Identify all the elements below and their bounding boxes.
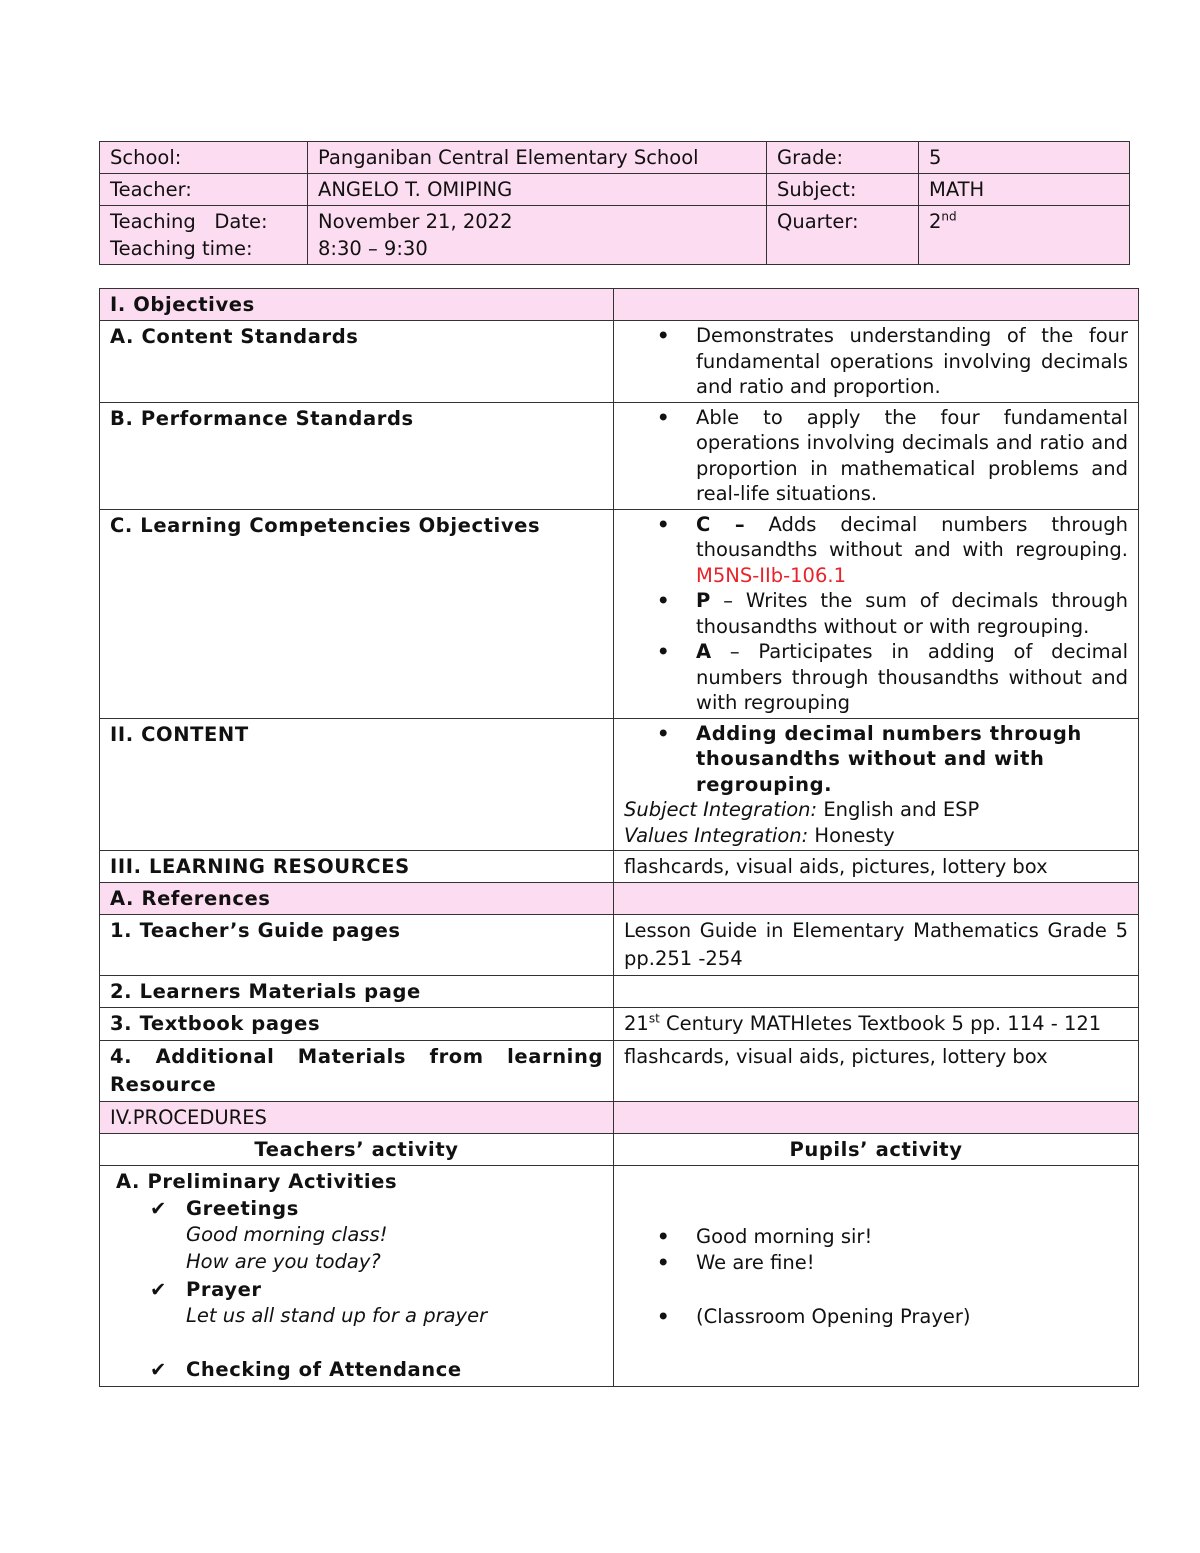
competency-p-text: – Writes the sum of decimals through thousandths without or with regrouping. — [696, 589, 1128, 638]
pupil-response-3: • (Classroom Opening Prayer) — [624, 1304, 1128, 1330]
check-icon: ✔ — [150, 1358, 167, 1381]
textbook-edition-suffix: st — [648, 1011, 660, 1026]
competency-c — [624, 512, 1128, 589]
pupil-response-2: • We are fine! — [624, 1250, 1128, 1276]
attendance-item — [110, 1356, 603, 1384]
lesson-header-table — [99, 141, 1130, 265]
subject-integration-label: Subject Integration: — [624, 798, 818, 821]
teachers-guide-label: 1. Teacher’s Guide pages — [100, 915, 614, 976]
textbook-title: Century MATHletes Textbook 5 pp. 114 - 121 — [659, 1012, 1102, 1035]
competency-p-letter: P — [696, 589, 711, 612]
quarter-number: 2 — [929, 210, 942, 233]
competency-a-text: – Participates in adding of decimal numbers through thousandths without and with regrouping — [696, 640, 1128, 714]
school-value: Panganiban Central Elementary School — [308, 142, 767, 174]
greet-line-2: How are you today? — [186, 1250, 381, 1273]
competency-c-letter: C – — [696, 512, 745, 536]
procedures-label: IV.PROCEDURES — [100, 1102, 614, 1134]
pupils-activity-header: Pupils’ activity — [614, 1134, 1139, 1166]
textbook-value — [614, 1008, 1139, 1041]
greet-line-1: Good morning class! — [186, 1223, 388, 1246]
learning-resources-label: III. LEARNING RESOURCES — [100, 851, 614, 883]
subject-integration — [624, 797, 1128, 823]
date-time-labels — [100, 206, 308, 265]
grade-label: Grade: — [767, 142, 919, 174]
quarter-suffix: nd — [941, 209, 957, 224]
objectives-title: I. Objectives — [100, 289, 614, 321]
quarter-label: Quarter: — [767, 206, 919, 265]
content-topic: • Adding decimal numbers through thousandths without and with regrouping. — [624, 721, 1128, 798]
time-value: 8:30 – 9:30 — [318, 237, 428, 260]
subject-value: MATH — [919, 174, 1130, 206]
learners-materials-label: 2. Learners Materials page — [100, 976, 614, 1008]
pupil-response-1: • Good morning sir! — [624, 1224, 1128, 1250]
subject-label: Subject: — [767, 174, 919, 206]
teachers-activity — [100, 1166, 614, 1387]
textbook-label: 3. Textbook pages — [100, 1008, 614, 1041]
preliminary-activities: A. Preliminary Activities — [116, 1170, 398, 1193]
competency-a-letter: A — [696, 640, 712, 663]
competency-p — [624, 588, 1128, 639]
lesson-plan-table — [99, 288, 1139, 1387]
textbook-edition-number: 21 — [624, 1012, 649, 1035]
date-label: Teaching Date: — [110, 210, 268, 233]
performance-standards-label: B. Performance Standards — [100, 402, 614, 509]
teachers-guide-value: Lesson Guide in Elementary Mathematics Grade 5 pp.251 -254 — [614, 915, 1139, 976]
check-icon: ✔ — [150, 1197, 167, 1220]
teachers-activity-header: Teachers’ activity — [100, 1134, 614, 1166]
grade-value: 5 — [919, 142, 1130, 174]
values-integration-value: Honesty — [814, 823, 895, 847]
competency-code: M5NS-IIb-106.1 — [696, 563, 846, 587]
greetings-item — [110, 1195, 603, 1223]
pupils-activity — [614, 1166, 1139, 1387]
prayer-label: Prayer — [186, 1278, 262, 1301]
check-icon: ✔ — [150, 1278, 167, 1301]
teacher-value: ANGELO T. OMIPING — [308, 174, 767, 206]
values-integration-label: Values Integration: — [624, 823, 809, 847]
performance-standards-text: • Able to apply the four fundamental operations involving decimals and ratio and proportion in mathematical problems and real-life situations. — [624, 405, 1128, 507]
additional-materials-value: flashcards, visual aids, pictures, lottery box — [614, 1041, 1139, 1102]
attendance-label: Checking of Attendance — [186, 1358, 462, 1381]
additional-materials-label: 4. Additional Materials from learning Resource — [100, 1041, 614, 1102]
prayer-line: Let us all stand up for a prayer — [186, 1304, 488, 1327]
references-label: A. References — [100, 883, 614, 915]
learning-resources-value: flashcards, visual aids, pictures, lottery box — [614, 851, 1139, 883]
values-integration — [624, 823, 1128, 849]
teacher-label: Teacher: — [100, 174, 308, 206]
time-label: Teaching time: — [110, 237, 253, 260]
date-value: November 21, 2022 — [318, 210, 513, 233]
content-label: II. CONTENT — [100, 718, 614, 851]
school-label: School: — [100, 142, 308, 174]
subject-integration-value: English and ESP — [823, 798, 980, 821]
content-standards-label: A. Content Standards — [100, 321, 614, 403]
prayer-item — [110, 1276, 603, 1304]
competencies-label: C. Learning Competencies Objectives — [100, 509, 614, 718]
competency-a — [624, 639, 1128, 716]
greetings-label: Greetings — [186, 1197, 299, 1220]
date-time-values — [308, 206, 767, 265]
quarter-value — [919, 206, 1130, 265]
competency-c-text: Adds decimal numbers through thousandths without and with regrouping. — [696, 512, 1128, 561]
content-standards-text: • Demonstrates understanding of the four fundamental operations involving decimals and ratio and proportion. — [624, 323, 1128, 400]
